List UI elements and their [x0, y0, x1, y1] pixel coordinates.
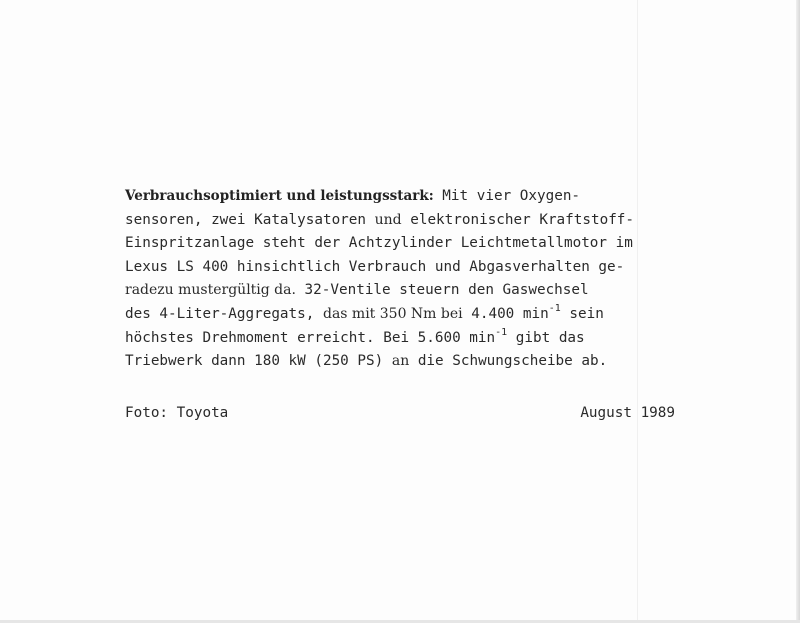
text-line-7: höchstes Drehmoment erreicht. Bei 5.600 $\min^{-1}$ gibt das — [125, 326, 585, 346]
caption-text — [125, 185, 685, 374]
paper-edge-right — [796, 0, 800, 623]
caption-footer — [125, 405, 675, 425]
text-line-6: des 4-Liter-Aggregats, das mit 350 Nm bei 4.400 $\min^{-1}$ sein — [125, 302, 604, 322]
photo-credit: Foto: Toyota — [125, 405, 229, 421]
text-line-1: Verbrauchsoptimiert und leistungsstark: Mit vier Oxygen- — [125, 188, 581, 204]
caption-date: August 1989 — [580, 405, 675, 421]
caption-heading: Verbrauchsoptimiert und leistungsstark: — [125, 188, 434, 204]
text-line-8: Triebwerk dann 180 kW (250 PS) an die Schwungscheibe ab. — [125, 353, 608, 370]
text-line-5: radezu mustergültig da. 32-Ventile steuern den Gaswechsel — [125, 282, 589, 299]
text-line-3: Einspritzanlage steht der Achtzylinder Leichtmetallmotor im — [125, 235, 633, 252]
text-line-4: Lexus LS 400 hinsichtlich Verbrauch und Abgasverhalten ge- — [125, 258, 625, 275]
text-line-2: sensoren, zwei Katalysatoren und elektronischer Kraftstoff- — [125, 211, 635, 228]
